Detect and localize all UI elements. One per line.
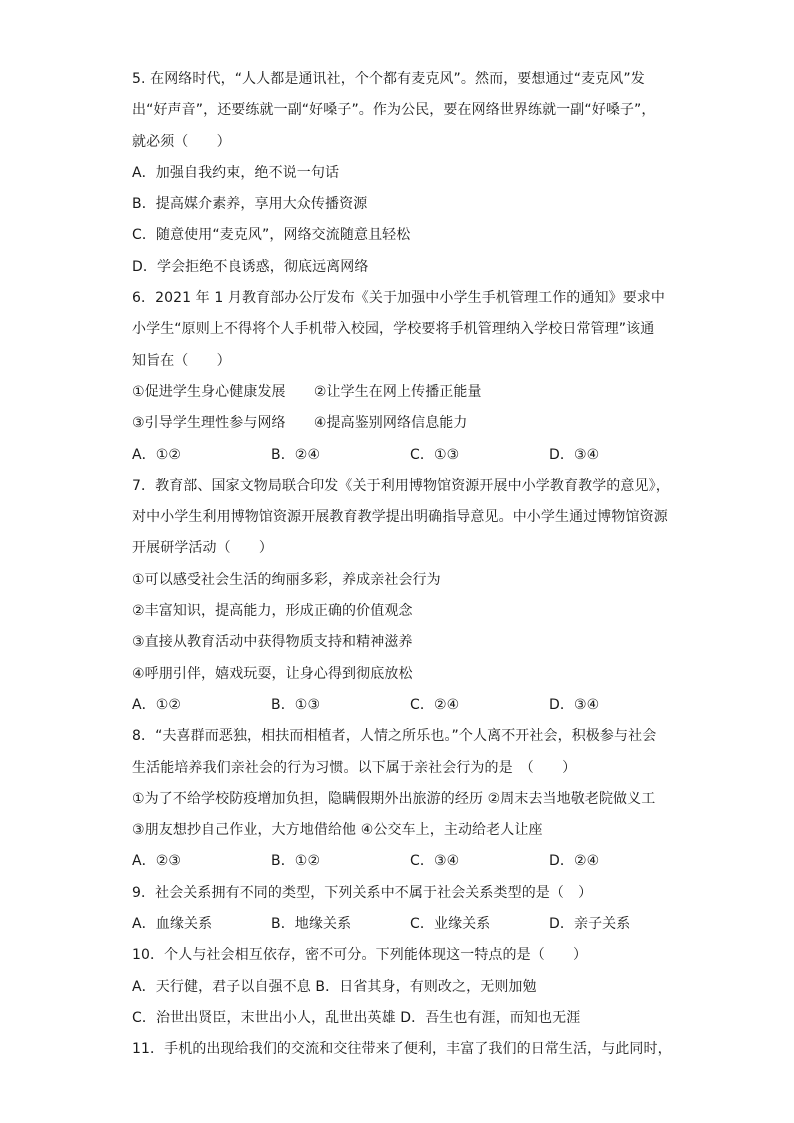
question-block xyxy=(132,721,672,877)
question-stem-line: 10．个人与社会相互依存，密不可分。下列能体现这一特点的是（ ） xyxy=(132,947,588,964)
question-stem-line: 6．2021 年 1 月教育部办公厅发布《关于加强中小学生手机管理工作的通知》要求中 xyxy=(132,290,665,307)
question-list xyxy=(132,64,672,1066)
answer-option: C．①③ xyxy=(410,446,460,463)
question-stem-line: 开展研学活动（ ） xyxy=(132,540,273,557)
question-block xyxy=(132,64,672,283)
question-block xyxy=(132,471,672,721)
answer-option: A．①② xyxy=(132,696,182,713)
question-stem-line: 8．“夫喜群而恶独，相扶而相植者，人情之所乐也。”个人离不开社会，积极参与社会 xyxy=(132,728,657,745)
answer-option: D．②④ xyxy=(549,853,600,870)
answer-option: B．①③ xyxy=(271,696,321,713)
answer-line: C．随意使用“麦克风”，网络交流随意且轻松 xyxy=(132,227,411,244)
options-row xyxy=(132,909,672,940)
answer-option: A．血缘关系 xyxy=(132,916,213,933)
question-stem-line: 生活能培养我们亲社会的行为习惯。以下属于亲社会行为的是 （ ） xyxy=(132,759,577,776)
answer-line: ③直接从教育活动中获得物质支持和精神滋养 xyxy=(132,634,413,651)
answer-option: B．②④ xyxy=(271,446,321,463)
answer-line: ④呼朋引伴，嬉戏玩耍，让身心得到彻底放松 xyxy=(132,665,413,682)
answer-line: ③朋友想抄自己作业，大方地借给他 ④公交车上，主动给老人让座 xyxy=(132,822,543,839)
question-stem-line: 11．手机的出现给我们的交流和交往带来了便利，丰富了我们的日常生活，与此同时， xyxy=(132,1041,672,1058)
answer-option: A．②③ xyxy=(132,853,182,870)
options-row xyxy=(132,440,672,471)
answer-line: ①促进学生身心健康发展 ②让学生在网上传播正能量 xyxy=(132,383,482,400)
question-stem-line: 7．教育部、国家文物局联合印发《关于利用博物馆资源开展中小学教育教学的意见》， xyxy=(132,477,670,494)
question-block xyxy=(132,283,672,471)
question-stem-line: 对中小学生利用博物馆资源开展教育教学提出明确指导意见。中小学生通过博物馆资源 xyxy=(132,509,668,526)
answer-option: D．③④ xyxy=(549,446,600,463)
question-stem-line: 9．社会关系拥有不同的类型，下列关系中不属于社会关系类型的是（ ） xyxy=(132,884,593,901)
answer-line: ②丰富知识，提高能力，形成正确的价值观念 xyxy=(132,603,413,620)
answer-option: C．②④ xyxy=(410,696,460,713)
question-stem-line: 小学生“原则上不得将个人手机带入校园，学校要将手机管理纳入学校日常管理”该通 xyxy=(132,321,655,338)
answer-option: C．③④ xyxy=(410,853,460,870)
answer-option: C．业缘关系 xyxy=(410,916,491,933)
answer-line: D．学会拒绝不良诱惑，彻底远离网络 xyxy=(132,258,369,275)
options-row xyxy=(132,846,672,877)
answer-line: ①可以感受社会生活的绚丽多彩，养成亲社会行为 xyxy=(132,571,441,588)
answer-line: A．加强自我约束，绝不说一句话 xyxy=(132,164,340,181)
answer-option: D．亲子关系 xyxy=(549,916,631,933)
question-stem-line: 出“好声音”，还要练就一副“好嗓子”。作为公民，要在网络世界练就一副“好嗓子”， xyxy=(132,102,656,119)
question-block xyxy=(132,1034,672,1065)
answer-option: B．①② xyxy=(271,853,321,870)
question-stem-line: 5. 在网络时代，“人人都是通讯社，个个都有麦克风”。然而，要想通过“麦克风”发 xyxy=(132,71,645,87)
answer-option: A．①② xyxy=(132,446,182,463)
answer-option: B．地缘关系 xyxy=(271,916,352,933)
answer-line: ③引导学生理性参与网络 ④提高鉴别网络信息能力 xyxy=(132,415,468,432)
answer-line: ①为了不给学校防疫增加负担，隐瞒假期外出旅游的经历 ②周末去当地敬老院做义工 xyxy=(132,790,656,807)
question-block xyxy=(132,878,672,941)
question-block xyxy=(132,940,672,1034)
question-stem-line: 知旨在（ ） xyxy=(132,352,231,369)
options-row xyxy=(132,690,672,721)
question-stem-line: 就必须（ ） xyxy=(132,133,231,150)
answer-line: B．提高媒介素养，享用大众传播资源 xyxy=(132,196,368,213)
answer-line: C．治世出贤臣，末世出小人，乱世出英雄 D．吾生也有涯，而知也无涯 xyxy=(132,1009,581,1026)
answer-option: D．③④ xyxy=(549,696,600,713)
answer-line: A．天行健，君子以自强不息 B．日省其身，有则改之，无则加勉 xyxy=(132,978,537,995)
